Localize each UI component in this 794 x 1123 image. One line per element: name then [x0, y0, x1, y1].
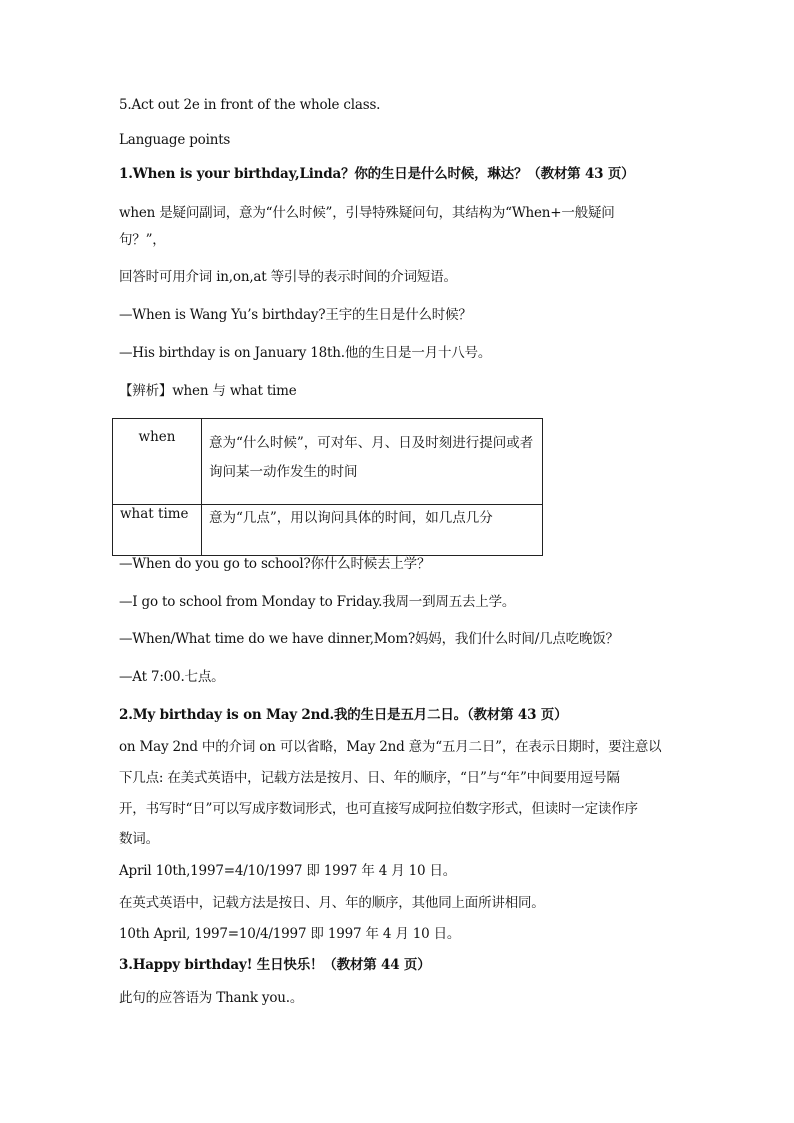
table-row — [113, 419, 543, 505]
point-2-heading: 2.My birthday is on May 2nd.我的生日是五月二日。（教材第 43 页） — [119, 707, 568, 723]
point-2-text: 下几点: 在美式英语中，记载方法是按月、日、年的顺序，“日”与“年”中间要用逗号隔 — [119, 770, 620, 786]
example-line: —When is Wang Yu’s birthday?王宇的生日是什么时候？ — [119, 307, 472, 323]
point-1-text: 回答时可用介词 in,on,at 等引导的表示时间的介词短语。 — [119, 269, 457, 285]
example-line: —At 7:00.七点。 — [119, 669, 225, 685]
example-line: April 10th,1997=4/10/1997 即 1997 年 4 月 10 日。 — [119, 863, 457, 879]
section-heading-language-points: Language points — [119, 132, 231, 148]
comparison-table — [112, 418, 543, 556]
point-1-heading: 1.When is your birthday,Linda？你的生日是什么时候，琳达？（教材第 43 页） — [119, 166, 635, 182]
point-2-text: 在英式英语中，记载方法是按日、月、年的顺序，其他同上面所讲相同。 — [119, 895, 545, 911]
point-1-text: when 是疑问副词，意为“什么时候”，引导特殊疑问句，其结构为“When+一般疑问 — [119, 205, 615, 221]
point-2-text: on May 2nd 中的介词 on 可以省略，May 2nd 意为“五月二日”，在表示日期时，要注意以 — [119, 739, 662, 755]
table-cell-meaning: 意为“几点”，用以询问具体的时间，如几点几分 — [202, 505, 543, 556]
example-line: 10th April, 1997=10/4/1997 即 1997 年 4 月 10 日。 — [119, 926, 461, 942]
point-2-text: 数词。 — [119, 831, 159, 847]
example-line: —When/What time do we have dinner,Mom?妈妈，我们什么时间/几点吃晚饭？ — [119, 631, 619, 647]
example-line: —When do you go to school?你什么时候去上学？ — [119, 556, 431, 572]
table-cell-term: when — [113, 419, 202, 505]
point-3-heading: 3.Happy birthday! 生日快乐！（教材第 44 页） — [119, 957, 431, 973]
table-cell-meaning: 意为“什么时候”，可对年、月、日及时刻进行提问或者询问某一动作发生的时间 — [202, 419, 543, 505]
instruction-line: 5.Act out 2e in front of the whole class. — [119, 97, 381, 113]
analysis-heading: 【辨析】when 与 what time — [119, 383, 297, 399]
example-line: —His birthday is on January 18th.他的生日是一月十八号。 — [119, 345, 492, 361]
table-cell-term: what time — [113, 505, 202, 556]
point-2-text: 开，书写时“日”可以写成序数词形式，也可直接写成阿拉伯数字形式，但读时一定读作序 — [119, 801, 638, 817]
table-row — [113, 505, 543, 556]
point-3-text: 此句的应答语为 Thank you.。 — [119, 990, 304, 1006]
point-1-text: 句？”， — [119, 232, 166, 248]
example-line: —I go to school from Monday to Friday.我周一到周五去上学。 — [119, 594, 516, 610]
